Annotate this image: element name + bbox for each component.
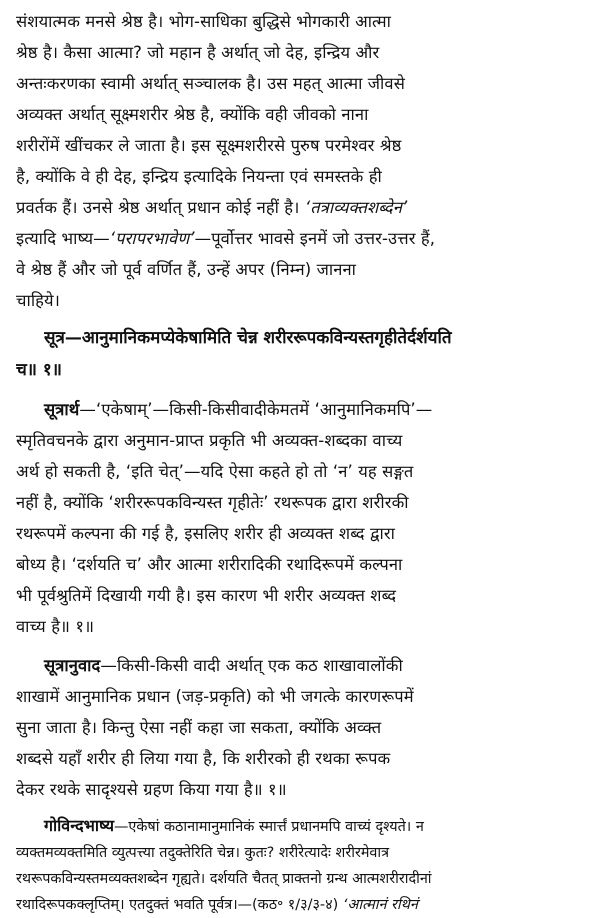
- text-line: अर्थ हो सकती है, ‘इति चेत्’—यदि ऐसा कहते हो तो ‘न’ यह सङ्गत: [16, 462, 414, 481]
- text-line: भी पूर्वश्रुतिमें दिखायी गयी है। इस कारण भी शरीर अव्यक्त शब्द: [16, 586, 397, 605]
- text-line: रथरूपकविन्यस्तमव्यक्तशब्देन गृह्यते। दर्शयति चैतत् प्राक्तनो ग्रन्थ आत्मशरीरादीनां: [16, 871, 432, 887]
- text-span: —किसी-किसी वादी अर्थात् एक कठ शाखावालोंकी: [100, 656, 403, 675]
- text-line: वाच्य है॥ १॥: [16, 617, 95, 636]
- text-line: शरीरोंमें खींचकर ले जाता है। इस सूक्ष्मशरीरसे पुरुष परमेश्वर श्रेष्ठ: [16, 136, 402, 155]
- sutra-heading-end: [16, 354, 581, 386]
- text-line: देकर रथके सादृश्यसे ग्रहण किया गया है॥ १॥: [16, 780, 287, 799]
- text-span: इत्यादि भाष्य—: [16, 229, 110, 248]
- text-line: शाखामें आनुमानिक प्रधान (जड़-प्रकृति) को भी जगत्के कारणरूपमें: [16, 687, 414, 706]
- text-line: सुना जाता है। किन्तु ऐसा नहीं कहा जा सकता, क्योंकि अव्क्त: [16, 718, 382, 737]
- text-line: वे श्रेष्ठ हैं और जो पूर्व वर्णित हैं, उन्हें अपर (निम्न) जानना: [16, 260, 357, 279]
- text-line: [16, 192, 581, 223]
- paragraph-bhashya: [16, 813, 581, 918]
- text-line: चाहिये।: [16, 291, 61, 310]
- text-span: —एकेषां कठानामानुमानिकं स्मार्त्तं प्रधानमपि वाच्यं दृश्यते। न: [113, 819, 424, 835]
- sutra-heading: [16, 322, 581, 354]
- text-span: प्रवर्तक हैं। उनसे श्रेष्ठ अर्थात् प्रधान कोई नहीं है।: [16, 198, 305, 217]
- section-label: गोविन्दभाष्य: [44, 816, 114, 835]
- text-line: [16, 394, 581, 425]
- text-span: रथादिरूपकक्लृप्तिम्। एतदुक्तं भवति पूर्वत्र।—(कठ॰ १/३/३-४): [16, 897, 343, 913]
- text-line: [16, 650, 581, 681]
- text-line: अव्यक्त अर्थात् सूक्ष्मशरीर श्रेष्ठ है, क्योंकि वही जीवको नाना: [16, 105, 369, 124]
- text-span: —‘एकेषाम्’—किसी-किसीवादीकेमतमें ‘आनुमानिकमपि’—: [79, 400, 433, 419]
- paragraph-sutrartha: [16, 394, 581, 642]
- text-line: शब्दसे यहाँ शरीर ही लिया गया है, कि शरीरको ही रथका रूपक: [16, 749, 391, 768]
- sutra-line: सूत्र—आनुमानिकमप्येकेषामिति चेन्न शरीररूपकविन्यस्तगृहीतेर्दर्शयति: [44, 328, 452, 348]
- text-line: रथरूपमें कल्पना की गई है, इसलिए शरीर ही अव्यक्त शब्द द्वारा: [16, 524, 395, 543]
- quoted-term: ‘तत्राव्यक्तशब्देन’: [304, 198, 408, 217]
- paragraph-intro: [16, 6, 581, 316]
- quoted-term: ‘आत्मानं रथिनं: [342, 897, 418, 913]
- text-line: है, क्योंकि वे ही देह, इन्द्रिय इत्यादिके नियन्ता एवं समस्तके ही: [16, 167, 382, 186]
- text-line: [16, 223, 581, 254]
- text-line: नहीं है, क्योंकि ‘शरीररूपकविन्यस्त गृहीतेः’ रथरूपक द्वारा शरीरकी: [16, 493, 409, 512]
- text-line: अन्तःकरणका स्वामी अर्थात् सञ्चालक है। उस महत् आत्मा जीवसे: [16, 74, 405, 93]
- quoted-term: ‘परापरभावेण’: [109, 229, 195, 248]
- sutra-line: च॥ १॥: [16, 360, 62, 380]
- text-span: —पूर्वोत्तर भावसे इनमें जो उत्तर-उत्तर हैं,: [194, 229, 436, 248]
- text-line: [16, 813, 581, 840]
- text-line: बोध्य है। ‘दर्शयति च’ और आत्मा शरीरादिकी रथादिरूपमें कल्पना: [16, 555, 403, 574]
- section-label: सूत्रार्थ: [44, 400, 80, 419]
- text-line: [16, 892, 581, 918]
- text-line: संशयात्मक मनसे श्रेष्ठ है। भोग-साधिका बुद्धिसे भोगकारी आत्मा: [16, 12, 392, 31]
- text-line: श्रेष्ठ है। कैसा आत्मा? जो महान है अर्थात् जो देह, इन्द्रिय और: [16, 43, 380, 62]
- section-label: सूत्रानुवाद: [44, 656, 101, 675]
- text-line: व्यक्तमव्यक्तमिति व्युत्पत्त्या तदुक्तेरिति चेन्न। कुतः? शरीरेत्यादेः शरीरमेवात्र: [16, 845, 390, 861]
- paragraph-anuvad: [16, 650, 581, 805]
- text-line: स्मृतिवचनके द्वारा अनुमान-प्राप्त प्रकृति भी अव्यक्त-शब्दका वाच्य: [16, 431, 403, 450]
